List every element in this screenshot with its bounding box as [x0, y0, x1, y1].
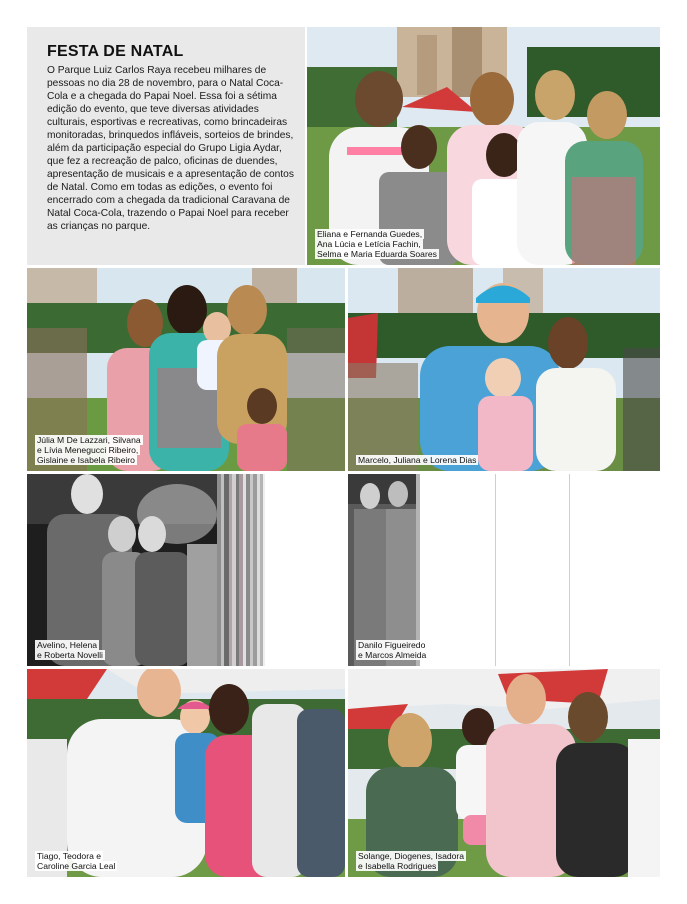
photo-rodrigues-family [348, 669, 660, 877]
article-title: FESTA DE NATAL [47, 43, 184, 60]
photo-caption: Júlia M De Lazzari, Silvana e Lívia Menegucci Ribeiro, Gislaine e Isabela Ribeiro [37, 435, 141, 465]
article-body: O Parque Luiz Carlos Raya recebeu milhares de pessoas no dia 28 de novembro, para o Natal Coca-Cola e a chegada do Papai Noel. Essa foi a sétima edição do evento, que teve diversas atividades culturais, esportivas e recreativas, como brincadeiras monitoradas, brinquedos infláveis, sorteios de brindes, além da participação especial do Grupo Ligia Aydar, que fez a recreação de palco, oficinas de duendes, apresentação de musicais e a apresentação de contos de Natal. Como em todas as edições, o evento foi encerrado com a chegada da tradicional Caravana de Natal Coca-Cola, trazendo o Papai Noel para receber as crianças no parque. [47, 65, 294, 232]
photo-caption: Tiago, Teodora e Caroline Garcia Leal [37, 851, 116, 871]
photo-caption: Danilo Figueiredo e Marcos Almeida [358, 640, 427, 660]
photo-garcia-leal-family [27, 669, 345, 877]
photo-dias-family [348, 268, 660, 471]
photo-caption: Marcelo, Juliana e Lorena Dias [358, 455, 477, 465]
photo-lazzari-ribeiro [27, 268, 345, 471]
photo-guedes-fachin-soares [307, 27, 660, 265]
photo-caption: Eliana e Fernanda Guedes, Ana Lúcia e Letícia Fachin, Selma e Maria Eduarda Soares [317, 229, 437, 259]
photo-caption: Solange, Diogenes, Isadora e Isabella Rodrigues [358, 851, 465, 871]
photo-novelli-family [27, 474, 345, 666]
photo-figueiredo-almeida [348, 474, 660, 666]
photo-caption: Avelino, Helena e Roberta Novelli [37, 640, 103, 660]
article-intro [27, 27, 305, 265]
